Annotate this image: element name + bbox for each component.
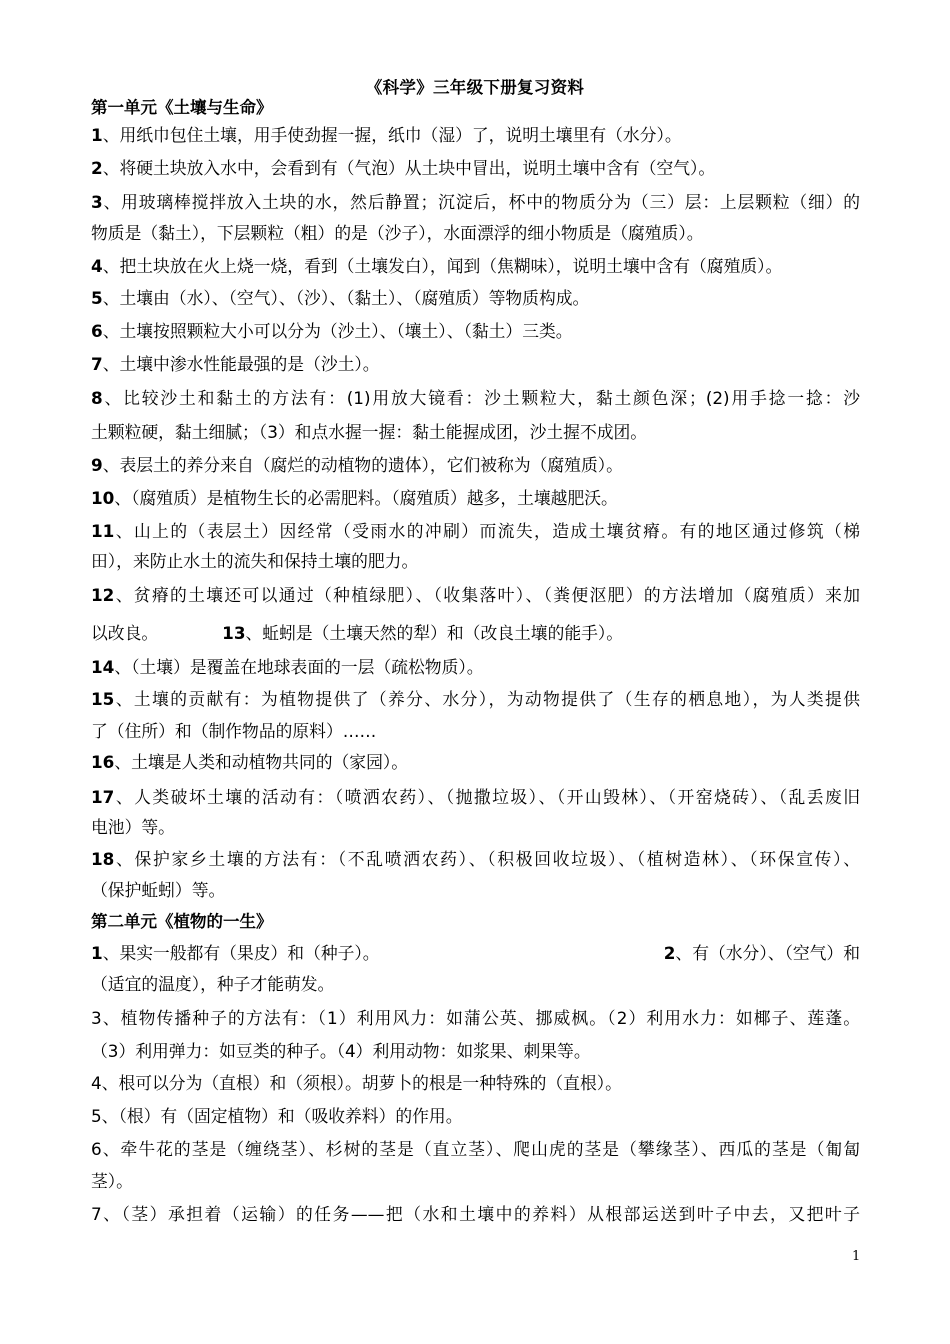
list-item: 5、（根）有（固定植物）和（吸收养料）的作用。 (91, 1106, 463, 1126)
list-item: 11、山上的（表层土）因经常（受雨水的冲刷）而流失，造成土壤贫瘠。有的地区通过修筑（梯 (91, 521, 860, 541)
list-item-continued: 茎）。 (91, 1171, 133, 1191)
list-item: 7、土壤中渗水性能最强的是（沙土）。 (91, 354, 380, 374)
list-item: 10、（腐殖质）是植物生长的必需肥料。（腐殖质）越多，土壤越肥沃。 (91, 488, 618, 508)
doc-title: 《科学》三年级下册复习资料 (365, 78, 585, 97)
list-item: 1、用纸巾包住土壤，用手使劲握一握，纸巾（湿）了，说明土壤里有（水分）。 (91, 125, 682, 145)
list-item: 16、土壤是人类和动植物共同的（家园）。 (91, 752, 409, 772)
list-item: 4、根可以分为（直根）和（须根）。胡萝卜的根是一种特殊的（直根）。 (91, 1073, 622, 1093)
list-item: 8、比较沙土和黏土的方法有：(1)用放大镜看：沙土颗粒大，黏土颜色深；(2)用手捻一捻：沙 (91, 388, 860, 408)
list-item-continued: 以改良。 13、蚯蚓是（土壤天然的犁）和（改良土壤的能手）。 (91, 623, 624, 643)
list-item-continued: （3）利用弹力：如豆类的种子。（4）利用动物：如浆果、刺果等。 (91, 1041, 591, 1061)
unit2-heading: 第二单元《植物的一生》 (91, 912, 273, 931)
list-item-continued: 土颗粒硬，黏土细腻；（3）和点水握一握：黏土能握成团，沙土握不成团。 (91, 422, 648, 442)
list-item: 6、土壤按照颗粒大小可以分为（沙土）、（壤土）、（黏土）三类。 (91, 321, 573, 341)
list-item-continued: 电池）等。 (91, 817, 175, 837)
list-item: 2、将硬土块放入水中，会看到有（气泡）从土块中冒出，说明土壤中含有（空气）。 (91, 158, 716, 178)
list-item: 6、牵牛花的茎是（缠绕茎）、杉树的茎是（直立茎）、爬山虎的茎是（攀缘茎）、西瓜的茎是（匍匐 (91, 1139, 860, 1159)
list-item: 15、土壤的贡献有：为植物提供了（养分、水分），为动物提供了（生存的栖息地），为人类提供 (91, 689, 860, 709)
list-item-continued: 了（住所）和（制作物品的原料）…… (91, 721, 377, 741)
list-item: 7、（茎）承担着（运输）的任务——把（水和土壤中的养料）从根部运送到叶子中去，又把叶子 (91, 1204, 860, 1224)
list-item: 4、把土块放在火上烧一烧，看到（土壤发白），闻到（焦糊味），说明土壤中含有（腐殖质）。 (91, 256, 783, 276)
list-item-continued: （保护蚯蚓）等。 (91, 880, 226, 900)
list-item: 1、果实一般都有（果皮）和（种子）。 2、有（水分）、（空气）和 (91, 943, 860, 963)
list-item: 5、土壤由（水）、（空气）、（沙）、（黏土）、（腐殖质）等物质构成。 (91, 288, 590, 308)
list-item-continued: 田），来防止水土的流失和保持土壤的肥力。 (91, 551, 419, 571)
list-item: 9、表层土的养分来自（腐烂的动植物的遗体），它们被称为（腐殖质）。 (91, 455, 623, 475)
page-number: 1 (852, 1249, 861, 1264)
list-item-continued: 物质是（黏土），下层颗粒（粗）的是（沙子），水面漂浮的细小物质是（腐殖质）。 (91, 223, 704, 243)
list-item: 12、贫瘠的土壤还可以通过（种植绿肥）、（收集落叶）、（粪便沤肥）的方法增加（腐殖质）来加 (91, 585, 860, 605)
list-item-continued: （适宜的温度），种子才能萌发。 (91, 974, 335, 994)
list-item: 17、人类破坏土壤的活动有：（喷洒农药）、（抛撒垃圾）、（开山毁林）、（开窑烧砖）、（乱丢废旧 (91, 787, 860, 807)
unit1-heading: 第一单元《土壤与生命》 (91, 98, 273, 117)
list-item: 3、用玻璃棒搅拌放入土块的水，然后静置；沉淀后，杯中的物质分为（三）层：上层颗粒（细）的 (91, 192, 860, 212)
list-item: 18、保护家乡土壤的方法有：（不乱喷洒农药）、（积极回收垃圾）、（植树造林）、（环保宣传）、 (91, 849, 860, 869)
list-item: 14、（土壤）是覆盖在地球表面的一层（疏松物质）。 (91, 657, 484, 677)
list-item: 3、植物传播种子的方法有：（1）利用风力：如蒲公英、挪威枫。（2）利用水力：如椰子、莲蓬。 (91, 1008, 860, 1028)
